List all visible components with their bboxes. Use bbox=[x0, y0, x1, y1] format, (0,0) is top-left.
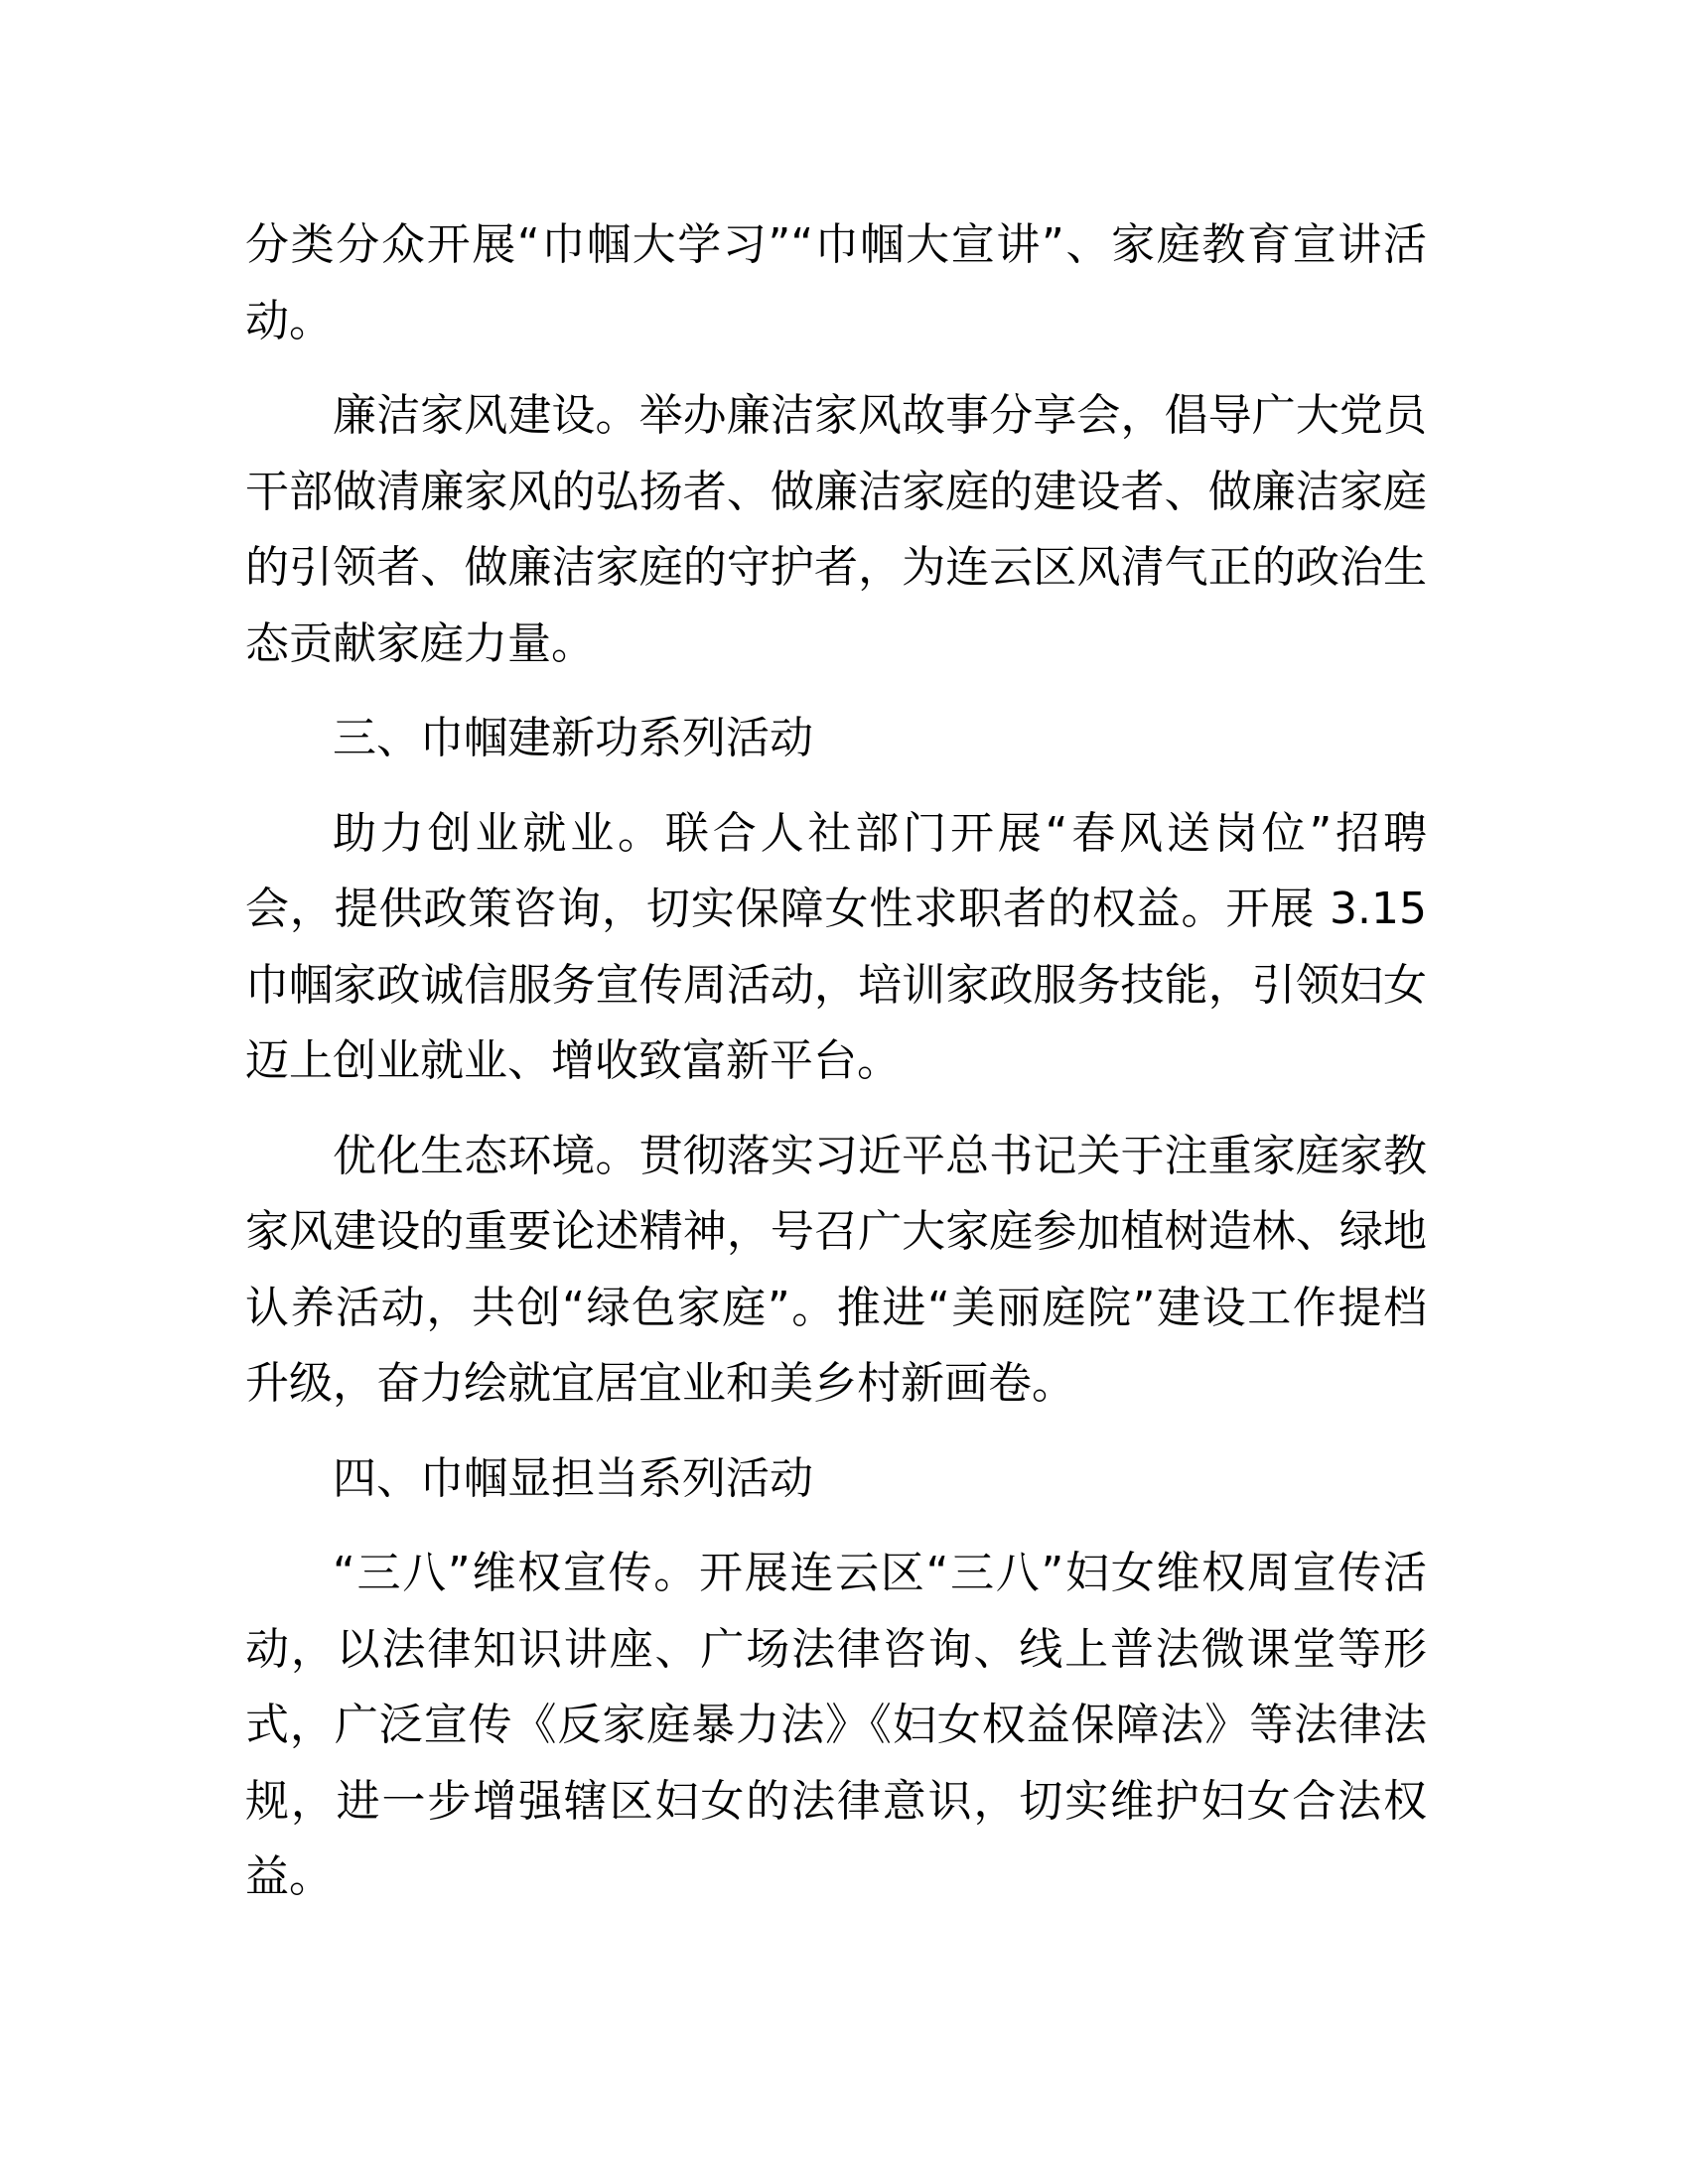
document-page bbox=[245, 207, 1427, 1935]
text-line: 态贡献家庭力量。 bbox=[245, 617, 595, 669]
text-line: 动。 bbox=[245, 295, 333, 346]
text-line: 的引领者、做廉洁家庭的守护者，为连云区风清气正的政治生 bbox=[245, 542, 1427, 593]
text-line: 助力创业就业。联合人社部门开展“春风送岗位”招聘 bbox=[333, 807, 1427, 859]
text-line: 动，以法律知识讲座、广场法律咨询、线上普法微课堂等形 bbox=[245, 1623, 1427, 1675]
paragraph bbox=[245, 796, 1427, 1100]
text-line: 干部做清廉家风的弘扬者、做廉洁家庭的建设者、做廉洁家庭 bbox=[245, 466, 1427, 517]
text-line: 升级，奋力绘就宜居宜业和美乡村新画卷。 bbox=[245, 1358, 1075, 1409]
paragraph bbox=[245, 1441, 1427, 1518]
text-line: 规，进一步增强辖区妇女的法律意识，切实维护妇女合法权 bbox=[245, 1775, 1427, 1827]
text-line: 益。 bbox=[245, 1851, 333, 1902]
text-line: “三八”维权宣传。开展连云区“三八”妇女维权周宣传活 bbox=[333, 1548, 1427, 1598]
text-line: 认养活动，共创“绿色家庭”。推进“美丽庭院”建设工作提档 bbox=[245, 1282, 1427, 1333]
text-line: 迈上创业就业、增收致富新平台。 bbox=[245, 1035, 901, 1086]
paragraph bbox=[245, 1536, 1427, 1916]
paragraph bbox=[245, 701, 1427, 777]
text-line: 三、巾帼建新功系列活动 bbox=[333, 713, 813, 763]
text-line: 廉洁家风建设。举办廉洁家风故事分享会，倡导广大党员 bbox=[333, 390, 1427, 441]
paragraph bbox=[245, 1119, 1427, 1423]
paragraph bbox=[245, 207, 1427, 359]
text-line: 优化生态环境。贯彻落实习近平总书记关于注重家庭家教 bbox=[333, 1130, 1427, 1181]
text-line: 家风建设的重要论述精神，号召广大家庭参加植树造林、绿地 bbox=[245, 1206, 1427, 1257]
text-line: 四、巾帼显担当系列活动 bbox=[333, 1452, 813, 1504]
paragraph bbox=[245, 378, 1427, 682]
text-line: 分类分众开展“巾帼大学习”“巾帼大宣讲”、家庭教育宣讲活 bbox=[245, 219, 1427, 270]
text-line: 会，提供政策咨询，切实保障女性求职者的权益。开展 3.15 bbox=[245, 884, 1427, 934]
text-line: 巾帼家政诚信服务宣传周活动，培训家政服务技能，引领妇女 bbox=[245, 959, 1427, 1011]
text-line: 式，广泛宣传《反家庭暴力法》《妇女权益保障法》等法律法 bbox=[245, 1700, 1427, 1750]
